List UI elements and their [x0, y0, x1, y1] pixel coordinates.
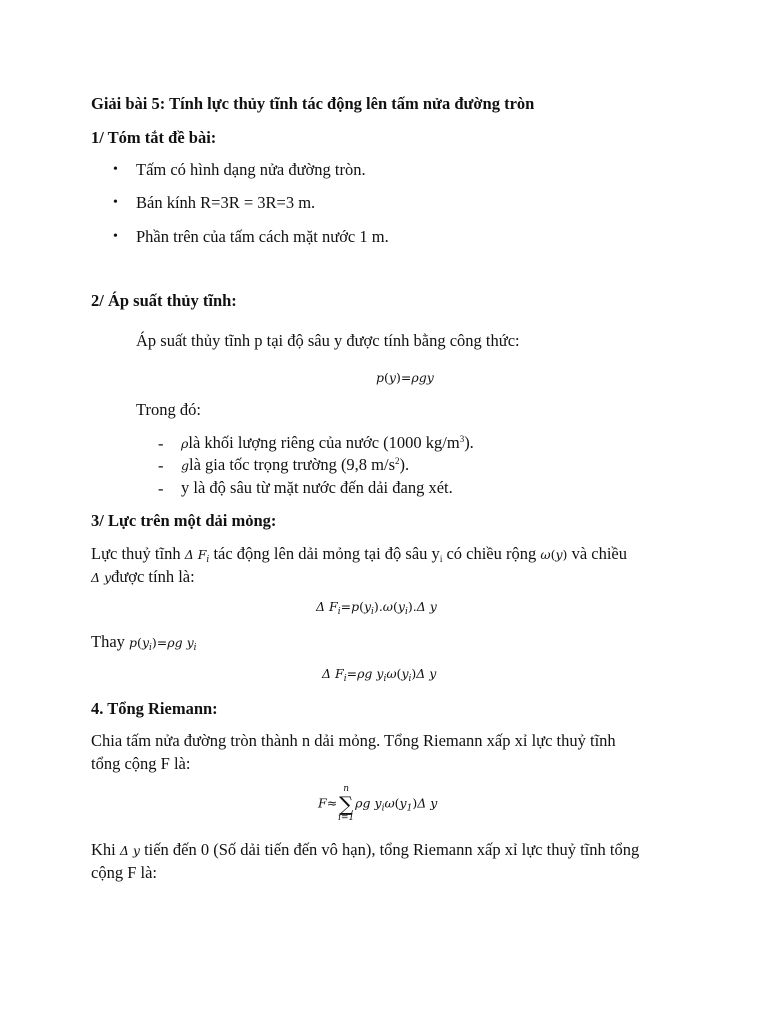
section-4-heading: 4. Tổng Riemann:	[91, 699, 218, 718]
rho-definition: ρlà khối lượng riêng của nước (1000 $kg/m^3$).	[181, 433, 474, 452]
summation-symbol: n ∑ i=1	[338, 784, 355, 823]
pressure-intro: Áp suất thủy tĩnh p tại độ sâu y được tính bằng công thức:	[136, 331, 520, 350]
section-3-heading: 3/ Lực trên một dải mỏng:	[91, 511, 277, 530]
bullet-icon: •	[113, 229, 118, 244]
pressure-formula: p(y)=ρgy	[376, 370, 434, 385]
where-label: Trong đó:	[136, 400, 201, 419]
y-definition: y là độ sâu từ mặt nước đến dải đang xét.	[181, 478, 453, 497]
strip-force-formula: Δ $F_i=p(y_i).\omega(y_i).\Delta$ y	[316, 599, 437, 617]
dash-marker: -	[158, 479, 164, 498]
section-2-heading: 2/ Áp suất thủy tĩnh:	[91, 291, 237, 310]
summary-item-1: Tấm có hình dạng nửa đường tròn.	[136, 160, 366, 179]
summary-item-2: Bán kính R=3R = 3R=3 m.	[136, 193, 316, 212]
substitution-line: Thay $p(y_i)=\rho g$ $y_i$	[91, 632, 197, 653]
summary-item-3: Phần trên của tấm cách mặt nước 1 m.	[136, 227, 389, 246]
substituted-force-formula: Δ $F_i=\rho g$ $y_i\omega(y_i)\Delta$ y	[322, 666, 437, 684]
document-title: Giải bài 5: Tính lực thủy tĩnh tác động lên tấm nửa đường tròn	[91, 94, 535, 113]
strip-force-text-line-2: Δ yđược tính là:	[91, 567, 195, 586]
riemann-sum-formula: F≈ n ∑ i=1 ρg $y_i\omega(y_1)\Delta$ y	[318, 784, 438, 823]
strip-force-text-line-1: Lực thuỷ tĩnh Δ $F_i$ tác động lên dải mỏng tại độ sâu $y_i$ có chiều rộng ω(y) và chiều	[91, 544, 627, 565]
riemann-text-line-1: Chia tấm nửa đường tròn thành n dải mỏng. Tổng Riemann xấp xỉ lực thuỷ tĩnh	[91, 731, 616, 750]
dash-marker: -	[158, 434, 164, 453]
limit-text-line-2: cộng F là:	[91, 863, 157, 882]
bullet-icon: •	[113, 162, 118, 177]
riemann-text-line-2: tổng cộng F là:	[91, 754, 191, 773]
bullet-icon: •	[113, 195, 118, 210]
limit-text-line-1: Khi Δ y tiến đến 0 (Số dải tiến đến vô hạn), tổng Riemann xấp xỉ lực thuỷ tĩnh tổng	[91, 840, 640, 859]
g-definition: glà gia tốc trọng trường (9,8 $m/s^2$).	[181, 455, 410, 474]
dash-marker: -	[158, 456, 164, 475]
section-1-heading: 1/ Tóm tắt đề bài:	[91, 128, 217, 147]
